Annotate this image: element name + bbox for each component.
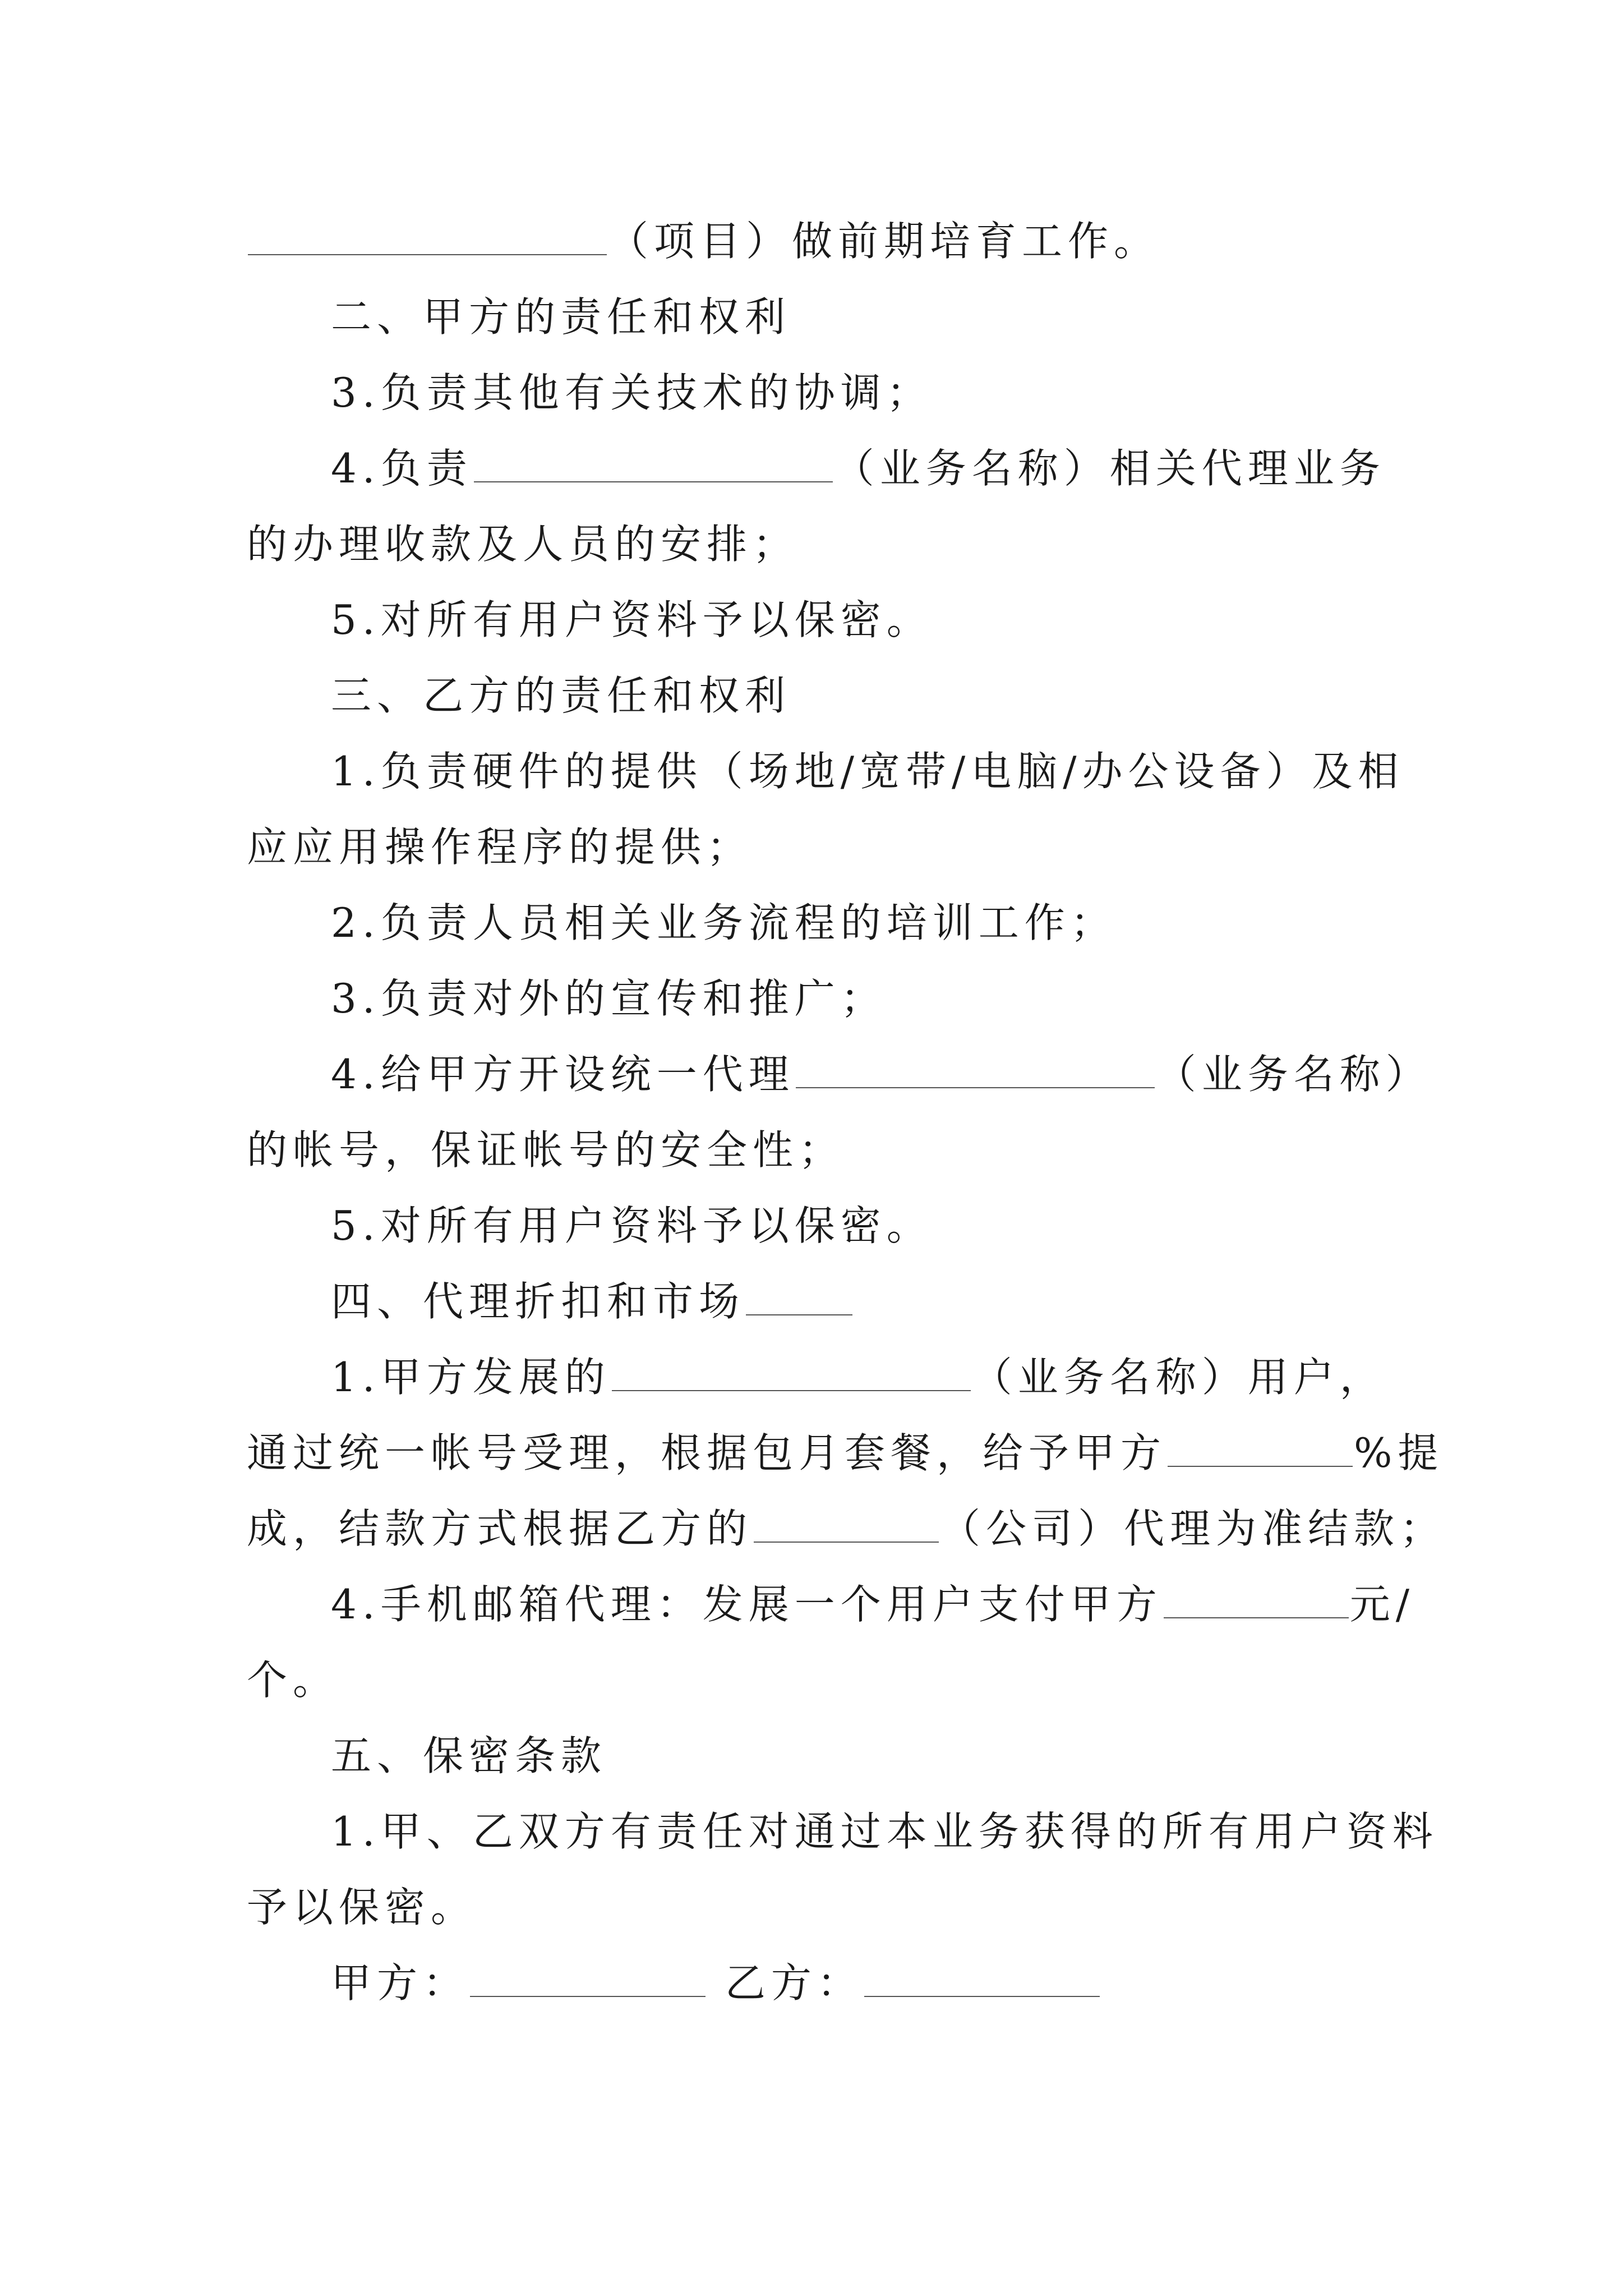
text-segment: 甲方：: [331, 1959, 469, 2007]
clause-b-4: [331, 1046, 1432, 1102]
fill-in-blank[interactable]: [746, 1280, 852, 1315]
text-segment: 通过统一帐号受理，根据包月套餐，给予甲方: [247, 1429, 1167, 1476]
clause-b-2: [331, 895, 1117, 951]
text-segment: （项目）做前期培育工作。: [608, 218, 1160, 265]
clause-d-1: [331, 1349, 1386, 1405]
text-segment: 2.负责人员相关业务流程的培训工作；: [331, 899, 1117, 946]
clause-b-1-cont: [247, 819, 753, 875]
text-segment: 三、乙方的责任和权利: [331, 672, 791, 719]
text-segment: %提: [1354, 1429, 1444, 1476]
fill-in-blank[interactable]: [612, 1355, 971, 1391]
text-segment: （业务名称）用户，: [971, 1354, 1386, 1401]
text-segment: 5.对所有用户资料予以保密。: [331, 596, 933, 643]
text-segment: 四、代理折扣和市场: [331, 1278, 745, 1325]
text-segment: 予以保密。: [247, 1884, 477, 1931]
clause-a-5: [331, 592, 933, 648]
text-segment: 4.手机邮箱代理：发展一个用户支付甲方: [331, 1581, 1163, 1628]
fill-in-blank[interactable]: [796, 1052, 1155, 1088]
fill-in-blank[interactable]: [1164, 1582, 1349, 1618]
text-segment: （业务名称）相关代理业务: [833, 445, 1386, 492]
clause-b-1: [331, 743, 1404, 799]
text-segment: （公司）代理为准结款；: [940, 1505, 1446, 1552]
clause-b-3: [331, 970, 887, 1027]
clause-c-1-cont: [247, 1879, 477, 1935]
clause-a-4: [331, 440, 1386, 496]
fill-in-blank[interactable]: [864, 1961, 1100, 1997]
text-segment: （业务名称）: [1155, 1051, 1432, 1098]
text-segment: 1.甲方发展的: [331, 1354, 611, 1401]
clause-c-1: [331, 1803, 1438, 1860]
signature-line: [331, 1955, 1101, 2011]
fill-in-blank[interactable]: [248, 219, 607, 255]
text-segment: 1.甲、乙双方有责任对通过本业务获得的所有用户资料: [331, 1808, 1438, 1855]
clause-d-1-cont-a: [247, 1425, 1444, 1481]
text-segment: 5.对所有用户资料予以保密。: [331, 1202, 933, 1249]
clause-d-4-cont: [247, 1652, 339, 1708]
clause-b-4-cont: [247, 1122, 845, 1178]
text-segment: 的帐号，保证帐号的安全性；: [247, 1126, 845, 1174]
clause-d-1-cont-b: [247, 1501, 1446, 1557]
heading-party-a-duties: [331, 289, 791, 345]
line-project-cultivation: [247, 213, 1160, 269]
fill-in-blank[interactable]: [470, 1961, 706, 1997]
text-segment: 4.负责: [331, 445, 473, 492]
heading-party-b-duties: [331, 668, 791, 724]
text-segment: 二、甲方的责任和权利: [331, 293, 791, 341]
clause-a-3: [331, 365, 933, 421]
text-segment: 个。: [247, 1657, 339, 1704]
heading-discount-market: [331, 1273, 854, 1329]
heading-confidentiality: [331, 1728, 607, 1784]
text-segment: 的办理收款及人员的安排；: [247, 521, 799, 568]
fill-in-blank[interactable]: [1168, 1431, 1353, 1467]
text-segment: 乙方：: [707, 1959, 863, 2007]
text-segment: 4.给甲方开设统一代理: [331, 1051, 795, 1098]
text-segment: 1.负责硬件的提供（场地/宽带/电脑/办公设备）及相: [331, 748, 1404, 795]
clause-b-5: [331, 1198, 933, 1254]
clause-d-4: [331, 1576, 1415, 1632]
text-segment: 3.负责其他有关技术的协调；: [331, 369, 933, 416]
fill-in-blank[interactable]: [474, 447, 833, 482]
text-segment: 应应用操作程序的提供；: [247, 823, 753, 871]
text-segment: 元/: [1349, 1581, 1415, 1628]
text-segment: 五、保密条款: [331, 1732, 607, 1779]
fill-in-blank[interactable]: [754, 1507, 939, 1543]
text-segment: 成，结款方式根据乙方的: [247, 1505, 753, 1552]
clause-a-4-cont: [247, 516, 799, 572]
text-segment: 3.负责对外的宣传和推广；: [331, 975, 887, 1022]
